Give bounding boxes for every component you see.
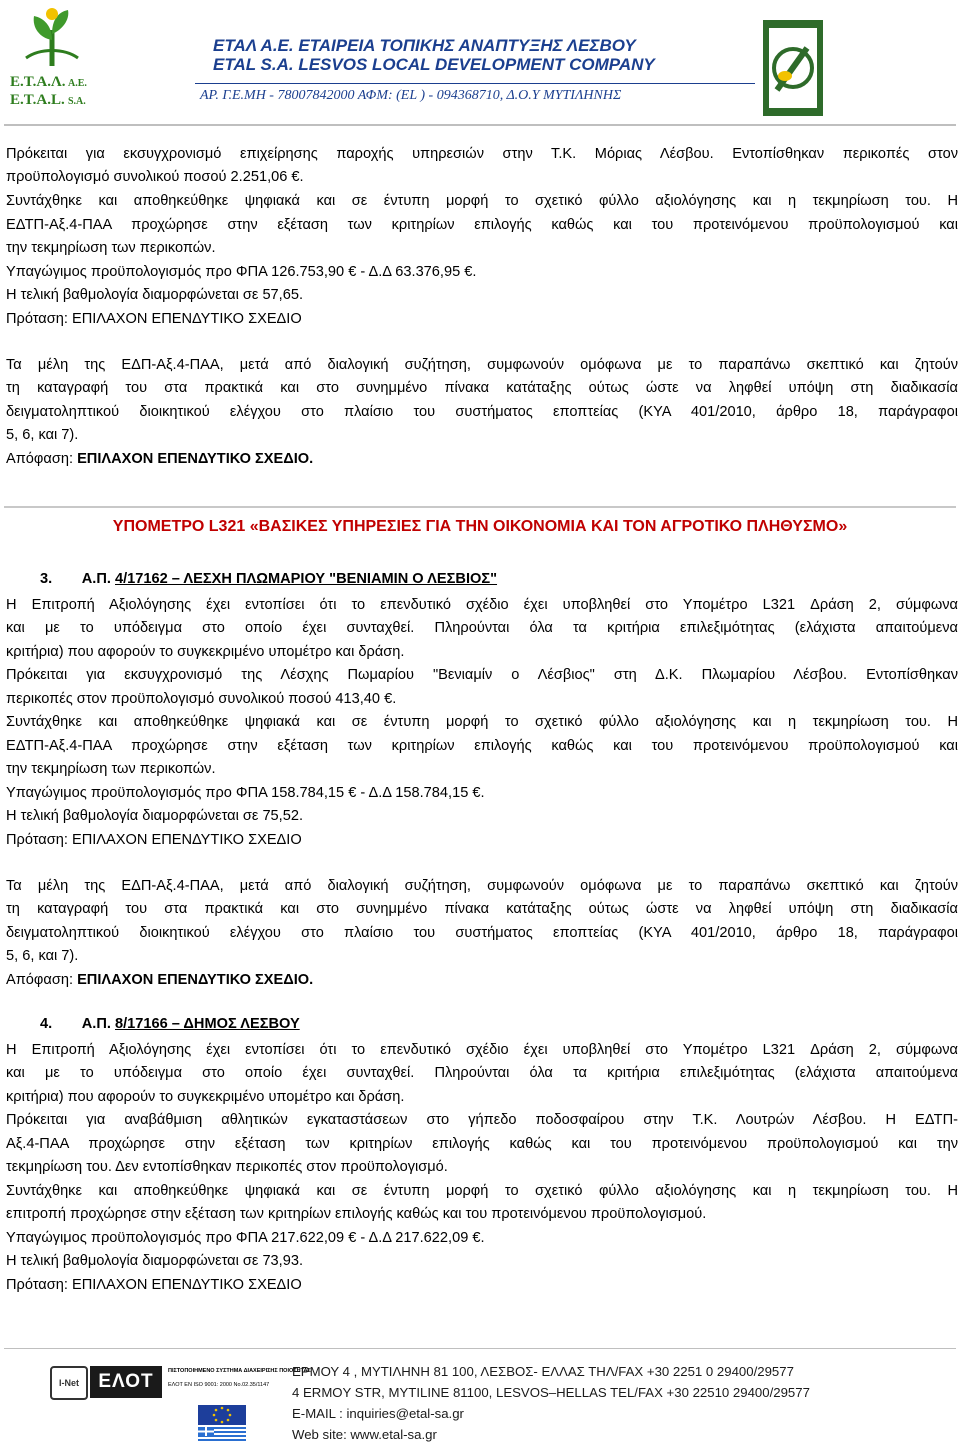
submeasure-heading: ΥΠΟΜΕΤΡΟ L321 «ΒΑΣΙΚΕΣ ΥΠΗΡΕΣΙΕΣ ΓΙΑ ΤΗΝ ΟΙΚΟΝΟΜΙΑ ΚΑΙ ΤΟΝ ΑΓΡΟΤΙΚΟ ΠΛΗΘΥΣΜΟ»	[112, 518, 848, 535]
logo-greek-suffix: Α.Ε.	[68, 78, 87, 89]
text-line: Τα μέλη της ΕΔΠ-Αξ.4-ΠΑΑ, μετά από διαλογική συζήτηση, συμφωνούν ομόφωνα με το παραπάνω σκεπτικό και ζητούν	[6, 357, 958, 373]
text-line: κριτήρια) που αφορούν το συγκεκριμένο υπομέτρο και δράση.	[6, 1089, 405, 1105]
text-line: τη καταγραφή του στα πρακτικά και στο συνημμένο πίνακα κατάταξης ούτως ώστε να ληφθεί υπόψη στη διαδικασία	[6, 901, 958, 917]
text-line: περικοπές στον προϋπολογισμό συνολικού ποσού 413,40 €.	[6, 691, 397, 707]
item-4-heading	[40, 1016, 300, 1032]
text-line: δειγματοληπτικού διοικητικού ελέγχου στο πλαίσιο του συστήματος εποπτείας (ΚΥΑ 401/2010, άρθρο 18, παράγραφοι	[6, 925, 958, 941]
item-ap: Α.Π.	[81, 1016, 111, 1032]
text-line: δειγματοληπτικού διοικητικού ελέγχου στο πλαίσιο του συστήματος εποπτείας (ΚΥΑ 401/2010, άρθρο 18, παράγραφοι	[6, 404, 958, 420]
proposal-line: Πρόταση: ΕΠΙΛΑΧΟΝ ΕΠΕΝΔΥΤΙΚΟ ΣΧΕΔΙΟ	[6, 311, 302, 327]
company-name-english: ETAL S.A. LESVOS LOCAL DEVELOPMENT COMPANY	[213, 55, 655, 74]
budget-line: Υπαγώγιμος προϋπολογισμός προ ΦΠΑ 126.753,90 € - Δ.Δ 63.376,95 €.	[6, 264, 477, 280]
text-line: Τα μέλη της ΕΔΠ-Αξ.4-ΠΑΑ, μετά από διαλογική συζήτηση, συμφωνούν ομόφωνα με το παραπάνω σκεπτικό και ζητούν	[6, 878, 958, 894]
budget-line: Υπαγώγιμος προϋπολογισμός προ ΦΠΑ 217.622,09 € - Δ.Δ 217.622,09 €.	[6, 1230, 485, 1246]
sprout-icon	[22, 4, 82, 68]
text-line: τη καταγραφή του στα πρακτικά και στο συνημμένο πίνακα κατάταξης ούτως ώστε να ληφθεί υπόψη στη διαδικασία	[6, 380, 958, 396]
text-line: προϋπολογισμό συνολικού ποσού 2.251,06 €.	[6, 169, 304, 185]
decision-label: Απόφαση:	[6, 451, 78, 467]
leader-logo-icon	[763, 20, 823, 116]
score-line: Η τελική βαθμολογία διαμορφώνεται σε 57,65.	[6, 287, 304, 303]
text-line: τεκμηρίωση του. Δεν εντοπίσθηκαν περικοπές στον προϋπολογισμό.	[6, 1159, 448, 1175]
letterhead	[0, 0, 960, 130]
eu-greek-flags-icon	[198, 1405, 246, 1443]
text-line: Αξ.4-ΠΑΑ προχώρησε στην εξέταση των κριτηρίων επιλογής καθώς και του προτεινόμενου προϋπολογισμού και την	[6, 1136, 958, 1152]
text-line: ΕΔΤΠ-Αξ.4-ΠΑΑ προχώρησε στην εξέταση των κριτηρίων επιλογής καθώς και του προτεινόμενου προϋπολογισμού και	[6, 738, 958, 754]
text-line: Πρόκειται για εκσυγχρονισμό της Λέσχης Πωμαρίου "Βενιαμίν ο Λέσβιος" στη Δ.Κ. Πλωμαρίου Λέσβου. Εντοπίσθηκαν	[6, 667, 958, 683]
text-line: Η Επιτροπή Αξιολόγησης έχει εντοπίσει ότι το επενδυτικό σχέδιο έχει υποβληθεί στο Υπομέτρο L321 Δράση 2, σύμφωνα	[6, 597, 958, 613]
proposal-line: Πρόταση: ΕΠΙΛΑΧΟΝ ΕΠΕΝΔΥΤΙΚΟ ΣΧΕΔΙΟ	[6, 832, 302, 848]
footer-email[interactable]: E-MAIL : inquiries@etal-sa.gr	[292, 1406, 464, 1421]
item-ap: Α.Π.	[81, 571, 111, 587]
logo-latin-text: E.T.A.L.	[10, 92, 65, 108]
proposal-line: Πρόταση: ΕΠΙΛΑΧΟΝ ΕΠΕΝΔΥΤΙΚΟ ΣΧΕΔΙΟ	[6, 1277, 302, 1293]
text-line: Πρόκειται για αναβάθμιση αθλητικών εγκαταστάσεων στο γήπεδο ποδοσφαίρου στην Τ.Κ. Λουτρών Λέσβου. Η ΕΔΤΠ-	[6, 1112, 958, 1128]
decision-label: Απόφαση:	[6, 972, 78, 988]
text-line: Συντάχθηκε και αποθηκεύθηκε ψηφιακά και σε έντυπη μορφή το σχετικό φύλλο αξιολόγησης και η τεκμηρίωση του. Η	[6, 1183, 958, 1199]
item-title: 8/17166 – ΔΗΜΟΣ ΛΕΣΒΟΥ	[115, 1016, 300, 1032]
inet-logo: I-Net	[50, 1366, 88, 1400]
text-line: 5, 6, και 7).	[6, 427, 79, 443]
text-line: την τεκμηρίωση των περικοπών.	[6, 761, 216, 777]
logo-latin-suffix: S.A.	[68, 96, 86, 107]
header-rule	[4, 124, 956, 125]
company-name-greek: ΕΤΑΛ Α.Ε. ΕΤΑΙΡΕΙΑ ΤΟΠΙΚΗΣ ΑΝΑΠΤΥΞΗΣ ΛΕΣΒΟΥ	[213, 36, 636, 55]
decision-value: ΕΠΙΛΑΧΟΝ ΕΠΕΝΔΥΤΙΚΟ ΣΧΕΔΙΟ.	[77, 972, 314, 988]
item-3-heading	[40, 571, 497, 587]
elot-caption-2: ΕΛΟΤ ΕΝ ISO 9001: 2000 No.02.35/1147	[168, 1382, 270, 1388]
text-line: και με το υπόδειγμα στο οποίο έχει συνταχθεί. Πληρούνται όλα τα κριτήρια επιλεξιμότητας (ελάχιστα απαιτούμενα	[6, 1065, 958, 1081]
text-line: Συντάχθηκε και αποθηκεύθηκε ψηφιακά και σε έντυπη μορφή το σχετικό φύλλο αξιολόγησης και η τεκμηρίωση του. Η	[6, 193, 958, 209]
footer-address-greek: ΕΡΜΟΥ 4 , ΜΥΤΙΛΗΝΗ 81 100, ΛΕΣΒΟΣ- ΕΛΛΑΣ ΤΗΛ/FAX +30 2251 0 29400/29577	[292, 1364, 794, 1379]
logo-greek-text: Ε.Τ.Α.Λ.	[10, 74, 66, 90]
decision-value: ΕΠΙΛΑΧΟΝ ΕΠΕΝΔΥΤΙΚΟ ΣΧΕΔΙΟ.	[77, 451, 314, 467]
footer-address-english: 4 ERMOY STR, MYTILINE 81100, LESVOS–HELLAS TEL/FAX +30 22510 29400/29577	[292, 1385, 810, 1400]
decision-line	[6, 448, 958, 472]
elot-caption-1: ΠΙΣΤΟΠΟΙΗΜΕΝΟ ΣΥΣΤΗΜΑ ΔΙΑΧΕΙΡΙΣΗΣ ΠΟΙΟΤΗΤΑΣ	[168, 1368, 311, 1374]
text-line: Συντάχθηκε και αποθηκεύθηκε ψηφιακά και σε έντυπη μορφή το σχετικό φύλλο αξιολόγησης και η τεκμηρίωση του. Η	[6, 714, 958, 730]
score-line: Η τελική βαθμολογία διαμορφώνεται σε 73,93.	[6, 1253, 304, 1269]
text-line: Πρόκειται για εκσυγχρονισμό επιχείρησης παροχής υπηρεσιών στην Τ.Κ. Μόριας Λέσβου. Εντοπίσθηκαν περικοπές στον	[6, 146, 958, 162]
item-number: 4.	[40, 1016, 53, 1032]
text-line: Η Επιτροπή Αξιολόγησης έχει εντοπίσει ότι το επενδυτικό σχέδιο έχει υποβληθεί στο Υπομέτρο L321 Δράση 2, σύμφωνα	[6, 1042, 958, 1058]
text-line: ΕΔΤΠ-Αξ.4-ΠΑΑ προχώρησε στην εξέταση των κριτηρίων επιλογής καθώς και του προτεινόμενου προϋπολογισμού και	[6, 217, 958, 233]
footer-website[interactable]: Web site: www.etal-sa.gr	[292, 1427, 437, 1442]
item-number: 3.	[40, 571, 53, 587]
text-line: 5, 6, και 7).	[6, 948, 79, 964]
text-line: και με το υπόδειγμα στο οποίο έχει συνταχθεί. Πληρούνται όλα τα κριτήρια επιλεξιμότητας (ελάχιστα απαιτούμενα	[6, 620, 958, 636]
company-registration: ΑΡ. Γ.Ε.ΜΗ - 78007842000 ΑΦΜ: (EL ) - 094368710, Δ.Ο.Υ ΜΥΤΙΛΗΝΗΣ	[200, 88, 622, 103]
header-divider	[195, 83, 755, 84]
budget-line: Υπαγώγιμος προϋπολογισμός προ ΦΠΑ 158.784,15 € - Δ.Δ 158.784,15 €.	[6, 785, 485, 801]
decision-line	[6, 969, 958, 993]
text-line: την τεκμηρίωση των περικοπών.	[6, 240, 216, 256]
text-line: επιτροπή προχώρησε στην εξέταση των κριτηρίων επιλογής καθώς και του προτεινόμενου προϋπολογισμού.	[6, 1206, 707, 1222]
footer-rule	[4, 1348, 956, 1349]
text-line: κριτήρια) που αφορούν το συγκεκριμένο υπομέτρο και δράση.	[6, 644, 405, 660]
item-title: 4/17162 – ΛΕΣΧΗ ΠΛΩΜΑΡΙΟΥ "ΒΕΝΙΑΜΙΝ Ο ΛΕΣΒΙΟΣ"	[115, 571, 498, 587]
score-line: Η τελική βαθμολογία διαμορφώνεται σε 75,52.	[6, 808, 304, 824]
etal-logo	[8, 4, 90, 114]
section-divider	[4, 506, 956, 508]
elot-logo: ΕΛΟΤ	[90, 1366, 162, 1398]
